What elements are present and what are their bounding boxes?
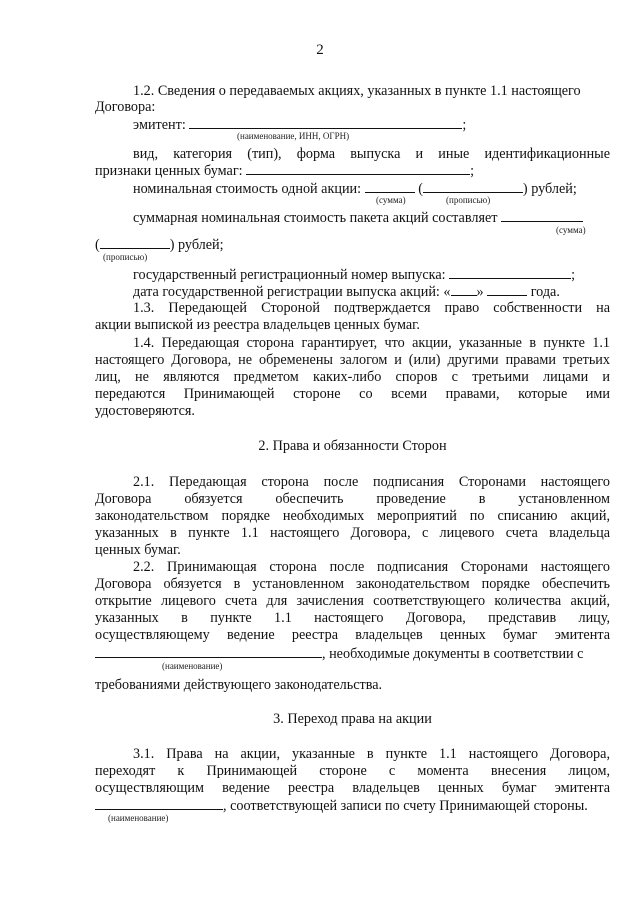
total-caption-sum: (сумма)	[556, 225, 586, 235]
clause-2-2-line-3: открытие лицевого счета для зачисления соответствующего количества акций,	[95, 593, 610, 609]
regnum-blank[interactable]	[449, 266, 571, 279]
issuer-end: ;	[462, 117, 467, 133]
nominal-row	[133, 180, 613, 197]
nominal-sum-blank[interactable]	[365, 180, 415, 193]
regdate-row	[133, 283, 613, 300]
regnum-end: ;	[571, 267, 576, 283]
issuer-caption: (наименование, ИНН, ОГРН)	[237, 131, 350, 141]
regnum-row	[133, 266, 613, 283]
clause-1-3-line-1: 1.3. Передающей Стороной подтверждается право собственности на	[133, 300, 610, 316]
clause-3-1-line-2: переходят к Принимающей стороне с момента внесения лицом,	[95, 763, 610, 779]
regnum-label: государственный регистрационный номер выпуска:	[133, 267, 446, 283]
clause-2-1-line-3: законодательством порядке необходимых мероприятий по списанию акций,	[95, 508, 610, 524]
clause-3-1-line-3: осуществляющим ведение реестра владельцев ценных бумаг эмитента	[95, 780, 610, 796]
registrar-caption: (наименование)	[162, 661, 223, 671]
section-3-title: 3. Переход права на акции	[273, 711, 432, 727]
clause-2-1-line-1: 2.1. Передающая сторона после подписания Сторонами настоящего	[133, 474, 610, 490]
clause-2-2-line-7: требованиями действующего законодательства.	[95, 677, 383, 693]
clause-1-4-line-4: передаются Принимающей стороне со всеми правами, которые ими	[95, 386, 610, 402]
clause-2-1-line-5: ценных бумаг.	[95, 542, 181, 558]
nominal-caption-words: (прописью)	[446, 195, 491, 205]
clause-2-2-line-4: указанных в пункте 1.1 настоящего Договора, представив лицу,	[95, 610, 610, 626]
clause-1-4-line-2: настоящего Договора, не обременены залогом и (или) другими правами третьих	[95, 352, 610, 368]
section-2-title: 2. Права и обязанности Сторон	[258, 438, 447, 454]
clause-1-4-line-5: удостоверяются.	[95, 403, 195, 419]
registrar-name-blank[interactable]	[95, 645, 322, 658]
regdate-day-blank[interactable]	[451, 283, 477, 296]
clause-1-3-line-2: акции выпиской из реестра владельцев ценных бумаг.	[95, 317, 420, 333]
kind-blank[interactable]	[246, 162, 470, 175]
clause-1-2-line-1: 1.2. Сведения о передаваемых акциях, указанных в пункте 1.1 настоящего	[133, 83, 581, 99]
clause-1-4-line-3: лиц, не являются предметом каких-либо споров с третьими лицами и	[95, 369, 610, 385]
kind-line-1: вид, категория (тип), форма выпуска и иные идентификационные	[133, 146, 610, 162]
total-row	[133, 209, 613, 226]
total-paren: (	[95, 237, 100, 253]
clause-2-1-line-2: Договора обязуется обеспечить проведение в установленном	[95, 491, 610, 507]
kind-end: ;	[470, 163, 475, 179]
issuer-label: эмитент:	[133, 117, 186, 133]
issuer-blank[interactable]	[189, 116, 462, 129]
nominal-paren: (	[418, 181, 423, 197]
issuer-registrar-caption: (наименование)	[108, 813, 169, 823]
regdate-quote: »	[476, 284, 484, 300]
total-caption-words: (прописью)	[103, 252, 148, 262]
clause-3-1-line-4-text: , соответствующей записи по счету Принимающей стороны.	[223, 798, 588, 814]
clause-2-2-row-6	[95, 645, 610, 662]
clause-2-2-line-1: 2.2. Принимающая сторона после подписания Сторонами настоящего	[133, 559, 610, 575]
page-number: 2	[316, 42, 324, 58]
clause-1-4-line-1: 1.4. Передающая сторона гарантирует, что акции, указанные в пункте 1.1	[133, 335, 610, 351]
clause-2-2-line-2: Договора обязуется в установленном законодательством порядке обеспечить	[95, 576, 610, 592]
clause-2-1-line-4: указанных в пункте 1.1 настоящего Договора, с лицевого счета владельца	[95, 525, 610, 541]
total-words-blank[interactable]	[100, 236, 170, 249]
clause-3-1-row-4	[95, 797, 610, 814]
clause-2-2-line-5: осуществляющему ведение реестра владельцев ценных бумаг эмитента	[95, 627, 610, 643]
nominal-end: ) рублей;	[522, 181, 577, 197]
issuer-registrar-blank[interactable]	[95, 797, 223, 810]
total-label: суммарная номинальная стоимость пакета акций составляет	[133, 210, 498, 226]
kind-label: признаки ценных бумаг:	[95, 163, 243, 179]
kind-row	[95, 162, 610, 179]
clause-3-1-line-1: 3.1. Права на акции, указанные в пункте 1.1 настоящего Договора,	[133, 746, 610, 762]
nominal-label: номинальная стоимость одной акции:	[133, 181, 362, 197]
nominal-words-blank[interactable]	[423, 180, 523, 193]
issuer-row	[133, 116, 613, 133]
clause-2-2-line-6-text: , необходимые документы в соответствии с	[322, 646, 584, 662]
clause-1-2-line-2: Договора:	[95, 99, 156, 115]
nominal-caption-sum: (сумма)	[376, 195, 406, 205]
regdate-month-blank[interactable]	[487, 283, 527, 296]
total-sum-blank[interactable]	[501, 209, 583, 222]
total-end: ) рублей;	[169, 237, 224, 253]
regdate-label: дата государственной регистрации выпуска акций: «	[133, 284, 451, 300]
regdate-end: года.	[530, 284, 560, 300]
total-words-row	[95, 236, 610, 253]
